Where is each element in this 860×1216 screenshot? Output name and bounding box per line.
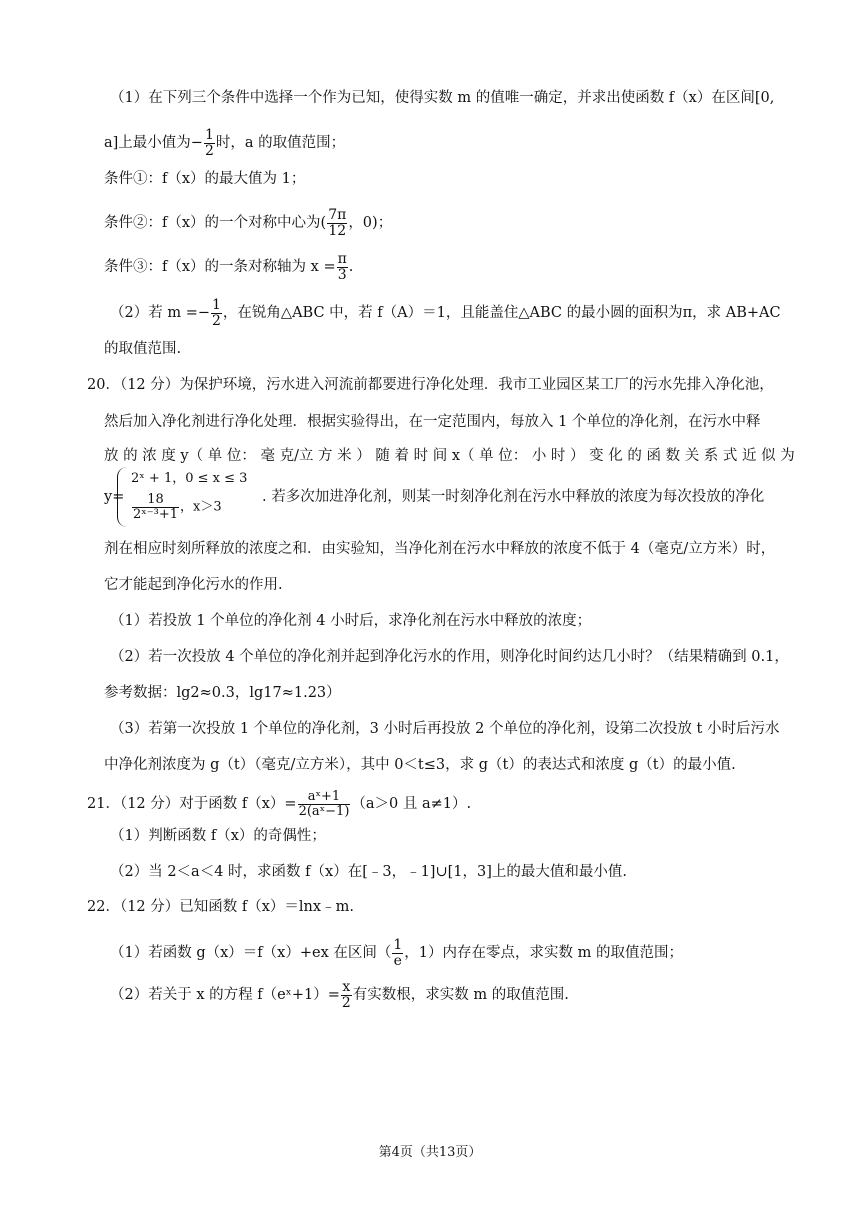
q20-case1: 2ˣ + 1，0 ≤ x ≤ 3 (131, 471, 248, 486)
q22-part1: （1）若函数 g（x）＝f（x）+ex 在区间（ $\frac{1}{e}$ ，1）内存在零点，求实数 m 的取值范围； (110, 937, 683, 969)
q20-y-label: y= (104, 489, 125, 505)
fraction-1-e: $\frac{1}{e}$ (393, 937, 403, 969)
q20-line2: 然后加入净化剂进行净化处理．根据实验得出，在一定范围内，每放入 1 个单位的净化剂，在污水中释 (104, 414, 761, 430)
fraction-half: $\frac{1}{2}$ (212, 297, 221, 329)
q19-condition-1: 条件①：f（x）的最大值为 1； (104, 171, 306, 187)
q19-condition-2: 条件②：f（x）的一个对称中心为( $\frac{7\pi}{12}$ ，0)； (104, 207, 393, 239)
q19-part1-line2: a]上最小值为− $\frac{1}{2}$ 时，a 的取值范围； (104, 127, 346, 159)
q20-part3-line1: （3）若第一次投放 1 个单位的净化剂，3 小时后再投放 2 个单位的净化剂，设第二次投放 t 小时后污水 (110, 721, 780, 737)
q20-line1: 20．（12 分）为保护环境，污水进入河流前都要进行净化处理．我市工业园区某工厂的污水先排入净化池， (87, 377, 774, 393)
q19-condition-3: 条件③：f（x）的一条对称轴为 x = $\frac{\pi}{3}$ . (104, 251, 354, 283)
q21-part1: （1）判断函数 f（x）的奇偶性； (110, 828, 326, 844)
fraction-half: $\frac{1}{2}$ (204, 127, 214, 159)
q20-after-piecewise: . 若多次加进净化剂，则某一时刻净化剂在污水中释放的浓度为每次投放的净化 (262, 489, 765, 505)
q21-line1: 21．（12 分）对于函数 f（x）= $\frac{\text{aˣ+1}}{\text{2(aˣ−1)}}$ （a＞0 且 a≠1）. (87, 789, 472, 819)
q20-line6: 它才能起到净化污水的作用. (104, 577, 283, 593)
fraction-pi-3: $\frac{\pi}{3}$ (337, 251, 347, 283)
fraction-18: $\frac{18}{\text{2ˣ⁻³+1}}$ (133, 492, 179, 522)
page-footer: 第4页（共13页） (378, 1145, 482, 1160)
q20-part2-line1: （2）若一次投放 4 个单位的净化剂并起到净化污水的作用，则净化时间约达几小时？（结果精确到 0.1， (110, 649, 789, 665)
q19-part2-line1: （2）若 m =− $\frac{1}{2}$ ，在锐角△ABC 中，若 f（A）＝1，且能盖住△ABC 的最小圆的面积为π，求 AB+AC (110, 297, 781, 329)
q19-part1-line1: （1）在下列三个条件中选择一个作为已知，使得实数 m 的值唯一确定，并求出使函数 f（x）在区间[0, (110, 90, 775, 106)
q20-part2-line2: 参考数据：lg2≈0.3，lg17≈1.23） (104, 685, 341, 701)
fraction-f-def: $\frac{\text{aˣ+1}}{\text{2(aˣ−1)}}$ (298, 789, 350, 819)
q20-part3-line2: 中净化剂浓度为 g（t）（毫克/立方米），其中 0＜t≤3，求 g（t）的表达式和浓度 g（t）的最小值. (104, 757, 736, 773)
fraction-x-2: $\frac{x}{2}$ (341, 979, 351, 1011)
q19-part2-line2: 的取值范围. (104, 341, 182, 357)
q20-part1: （1）若投放 1 个单位的净化剂 4 小时后，求净化剂在污水中释放的浓度； (110, 613, 592, 629)
q22-part2: （2）若关于 x 的方程 f（eˣ+1）= $\frac{x}{2}$ 有实数根，求实数 m 的取值范围. (110, 979, 569, 1011)
q20-line5: 剂在相应时刻所释放的浓度之和．由实验知，当净化剂在污水中释放的浓度不低于 4（毫克/立方米）时， (104, 541, 776, 557)
q22-line1: 22．（12 分）已知函数 f（x）＝lnx﹣m. (87, 899, 354, 915)
piecewise-brace (117, 467, 128, 527)
q20-line3: 放 的 浓 度 y（ 单 位： 毫 克/立 方 米 ） 随 着 时 间 x（ 单 位： 小 时 ） 变 化 的 函 数 关 系 式 近 似 为 (104, 448, 795, 464)
fraction-7pi-12: $\frac{7\pi}{12}$ (328, 207, 347, 239)
q20-case2: $\frac{18}{\text{2ˣ⁻³+1}}$ ，x＞3 (133, 492, 222, 522)
q21-part2: （2）当 2＜a＜4 时，求函数 f（x）在[﹣3，﹣1]∪[1，3]上的最大值和最小值. (110, 864, 627, 880)
